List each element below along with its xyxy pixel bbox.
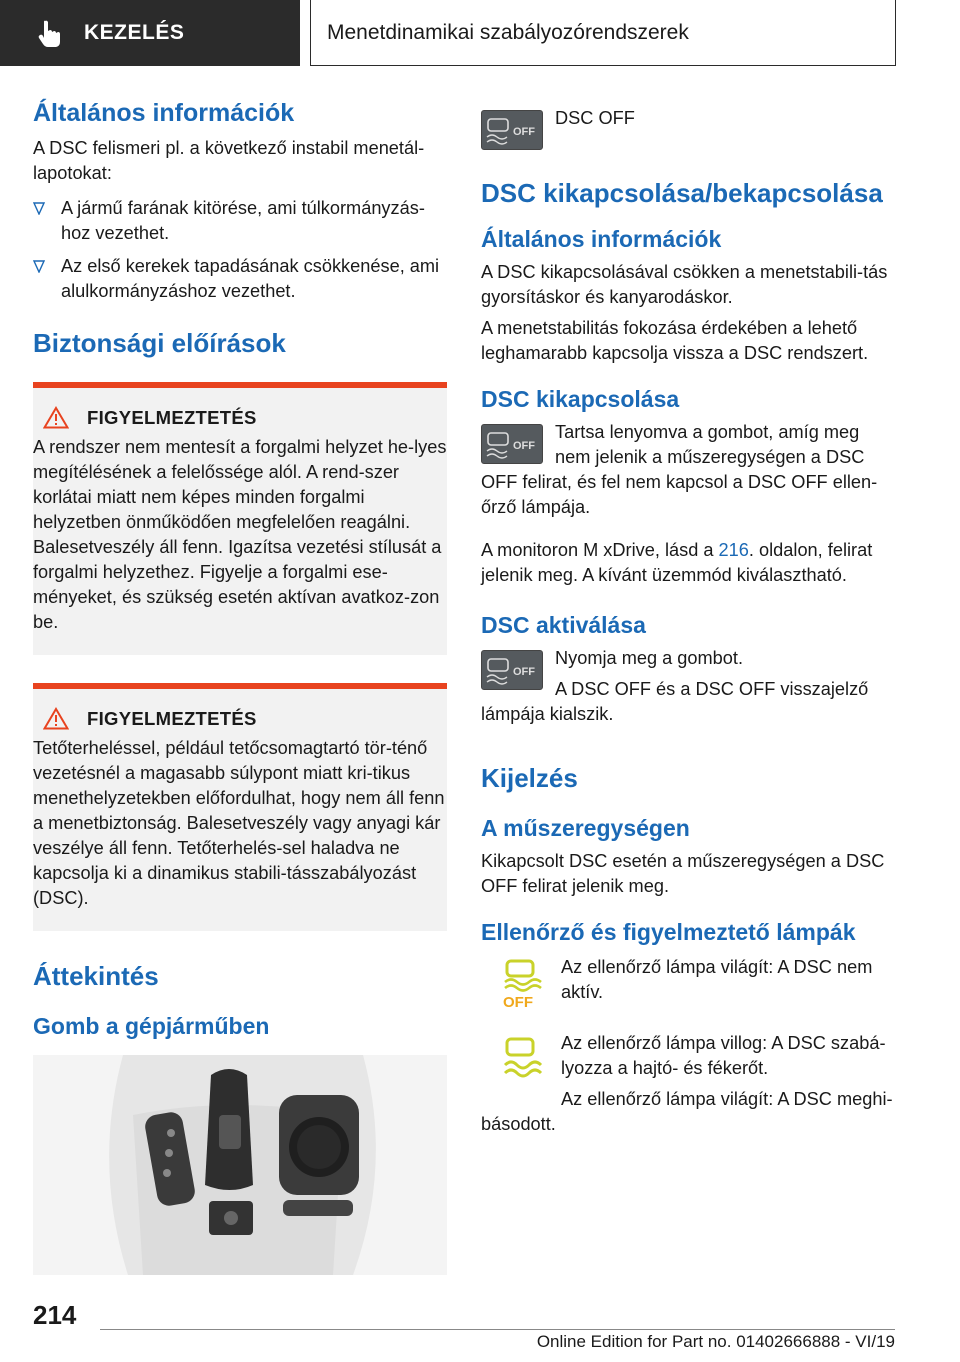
bullet-text: A jármű farának kitörése, ami túlkormányzás-hoz vezethet. — [61, 198, 425, 243]
dsc-off-button-icon — [481, 650, 543, 690]
list-item — [33, 254, 447, 304]
cluster-text: Kikapcsolt DSC esetén a műszeregységen a DSC OFF felirat jelenik meg. — [481, 851, 885, 896]
footer-divider — [100, 1329, 895, 1330]
page-number: 214 — [33, 1300, 77, 1330]
warning-title: FIGYELMEZTETÉS — [87, 406, 257, 428]
general-info-text: A DSC felismeri pl. a következő instabil menetál-lapotokat: — [33, 138, 425, 183]
display-heading: Kijelzés — [481, 763, 578, 793]
dsc-lamp-icon — [495, 1033, 547, 1085]
general-p2: A menetstabilitás fokozása érdekében a lehető leghamarabb kapcsolja vissza a DSC rendszert. — [481, 318, 869, 363]
dsc-activate-block — [481, 646, 895, 727]
dsc-onoff-heading: DSC kikapcsolása/bekapcsolása — [481, 178, 883, 208]
button-in-vehicle-heading: Gomb a gépjárműben — [33, 1013, 270, 1039]
warning-header — [33, 406, 447, 429]
svg-text:OFF: OFF — [513, 126, 535, 138]
bullet-triangle-icon — [33, 202, 45, 215]
center-console-photo — [33, 1055, 447, 1275]
dsc-off-label: DSC OFF — [555, 108, 635, 128]
warning-header — [33, 707, 447, 730]
dsc-activate-heading: DSC aktiválása — [481, 612, 646, 638]
dsc-off-intro — [481, 96, 895, 154]
section-label: KEZELÉS — [84, 21, 185, 44]
safety-heading: Biztonsági előírások — [33, 328, 286, 358]
lamp2-text2: Az ellenőrző lámpa világít: A DSC meghi-básodott. — [481, 1089, 893, 1134]
monitor-text: A monitoron M xDrive, lásd a 216. oldalon, felirat jelenik meg. A kívánt üzemmód kiválasztható. — [481, 540, 873, 585]
lamp2-block — [481, 1031, 895, 1137]
lamp2-text1: Az ellenőrző lámpa villog: A DSC szabá-lyozza a hajtó- és fékerőt. — [561, 1033, 886, 1078]
dsc-activate-text2: A DSC OFF és a DSC OFF visszajelző lámpája kialszik. — [481, 679, 869, 724]
page-reference-link[interactable]: 216 — [718, 540, 749, 560]
list-item — [33, 196, 447, 246]
dsc-off-button-icon — [481, 424, 543, 464]
warning-triangle-icon — [43, 406, 69, 429]
warning-triangle-icon — [43, 707, 69, 730]
lamp1-block — [481, 955, 895, 1013]
center-console-illustration — [33, 1055, 447, 1275]
bullet-triangle-icon — [33, 260, 45, 273]
dsc-off-button-icon — [481, 110, 543, 150]
general-info-heading-right: Általános információk — [481, 226, 722, 252]
pointing-hand-icon — [36, 18, 66, 48]
dsc-off-block — [481, 420, 895, 520]
general-info-heading: Általános információk — [33, 99, 295, 127]
warning-text: A rendszer nem mentesít a forgalmi helyzet he-lyes megítélésének a felelőssége alól. A rend-szer korlátai miatt nem képes minden forgalmi helyzetben önműködően megfelelően reagálni. Balesetveszély áll fenn. Igazítsa vezetési stílusát a forgalmi helyzethez. Figyelje a forgalmi ese-ményeket, és szükség esetén aktívan avatkoz-zon be. — [33, 437, 447, 632]
warning-title: FIGYELMEZTETÉS — [87, 707, 257, 729]
overview-heading: Áttekintés — [33, 961, 159, 991]
warning-box-2 — [33, 683, 447, 931]
dsc-off-text: Tartsa lenyomva a gombot, amíg meg nem jelenik a műszeregységen a DSC OFF felirat, és fel nem kapcsol a DSC OFF ellen-őrző lámpája. — [481, 422, 878, 517]
general-p1: A DSC kikapcsolásával csökken a menetstabili-tás gyorsításkor és kanyarodáskor. — [481, 262, 888, 307]
lamp1-text: Az ellenőrző lámpa világít: A DSC nem aktív. — [561, 957, 873, 1002]
chapter-title: Menetdinamikai szabályozórendszerek — [310, 0, 896, 66]
left-column — [33, 96, 447, 1275]
cluster-heading: A műszeregységen — [481, 815, 690, 841]
svg-text:OFF: OFF — [513, 666, 535, 678]
bullet-text: Az első kerekek tapadásának csökkenése, ami alulkormányzáshoz vezethet. — [61, 256, 440, 301]
right-column — [481, 96, 895, 1137]
warning-text: Tetőterheléssel, például tetőcsomagtartó tör-ténő vezetésnél a magasabb súlypont miatt kri-tikus menethelyzetekben előfordulhat, hogy nem áll fenn a menetbiztonság. Balesetveszély vagy anyagi kár veszélye áll fenn. Tetőterhelés-sel haladva ne kapcsolja ki a dinamikus stabili-tásszabályozást (DSC). — [33, 738, 445, 908]
header-section-tab — [0, 0, 300, 66]
dsc-off-heading: DSC kikapcsolása — [481, 386, 680, 412]
warning-box-1 — [33, 382, 447, 655]
footer-edition: Online Edition for Part no. 01402666888 - VI/19 — [536, 1332, 895, 1351]
dsc-activate-text1: Nyomja meg a gombot. — [555, 648, 744, 668]
dsc-off-lamp-icon — [495, 957, 547, 1009]
svg-text:OFF: OFF — [503, 994, 533, 1009]
svg-text:OFF: OFF — [513, 440, 535, 452]
lamps-heading: Ellenőrző és figyelmeztető lámpák — [481, 919, 856, 945]
